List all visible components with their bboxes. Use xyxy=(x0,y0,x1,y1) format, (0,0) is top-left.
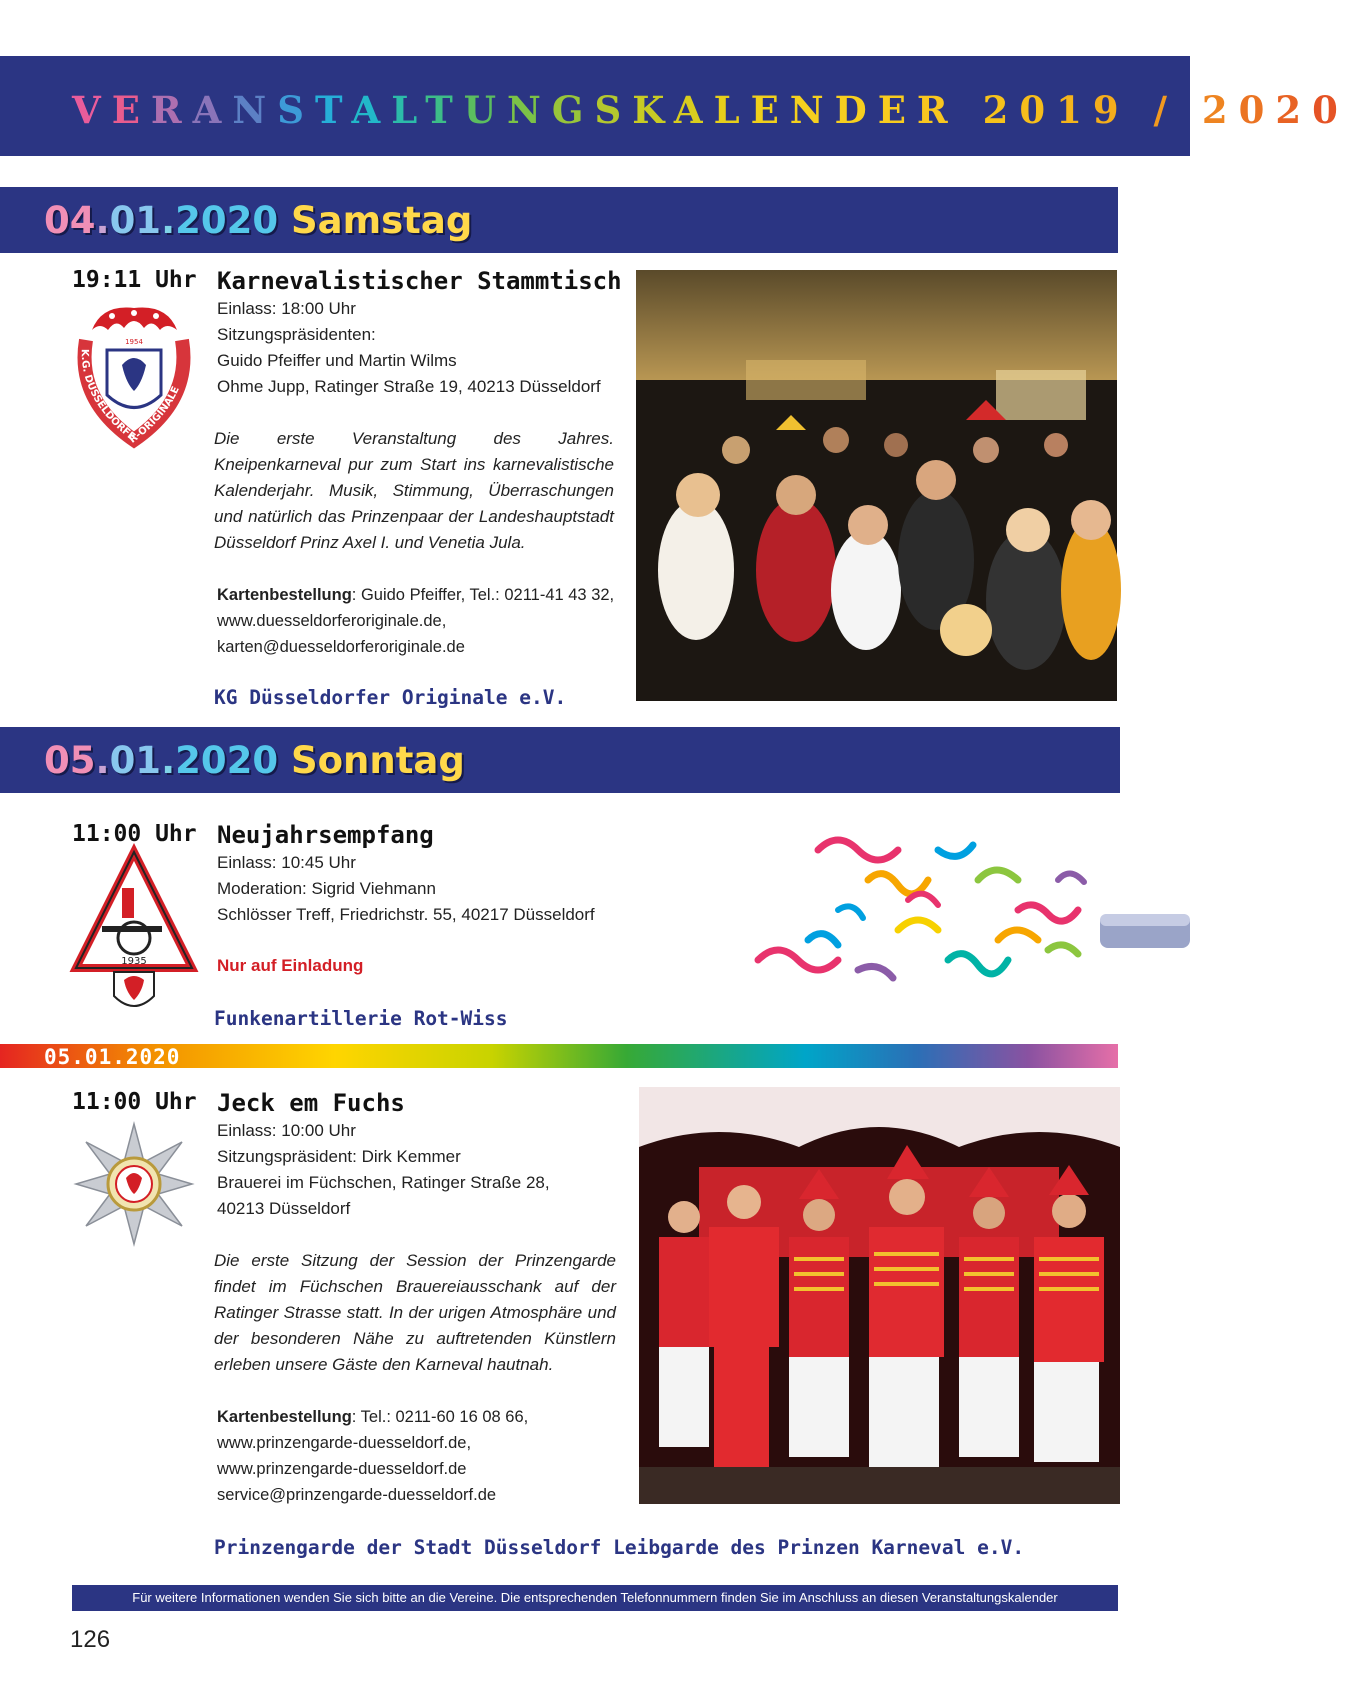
date-part: Samstag xyxy=(278,199,473,242)
title-letter xyxy=(1130,88,1154,132)
title-letter: T xyxy=(314,88,352,132)
page-number: 126 xyxy=(70,1626,111,1653)
event2-info-line: Schlösser Treff, Friedrichstr. 55, 40217 Düsseldorf xyxy=(217,905,595,924)
event3-order-email[interactable]: service@prinzengarde-duesseldorf.de xyxy=(217,1486,497,1504)
date-part: 01 xyxy=(109,739,162,782)
title-letter: S xyxy=(277,88,315,132)
title-letter: A xyxy=(192,88,233,132)
event3-time: 11:00 Uhr xyxy=(72,1089,197,1115)
date-part: Sonntag xyxy=(278,739,465,782)
title-letter: A xyxy=(351,88,392,132)
event3-description: Die erste Sitzung der Session der Prinzengarde findet im Füchschen Brauereiausschank auf der Ratinger Strasse statt. In der urigen Atmosphäre und der besonderen Nähe zu auftretenden Künstlern erleben unsere Gäste den Karneval hautnah. xyxy=(214,1251,616,1374)
event1-order-email[interactable]: karten@duesseldorferoriginale.de xyxy=(217,638,465,656)
event1-order-label: Kartenbestellung xyxy=(217,586,352,604)
title-letter: 2 xyxy=(1275,88,1313,132)
title-letter: E xyxy=(877,88,917,132)
title-letter: V xyxy=(72,88,112,132)
date-part: 2020 xyxy=(175,739,279,782)
event3-organizer: Prinzengarde der Stadt Düsseldorf Leibgarde des Prinzen Karneval e.V. xyxy=(214,1536,1025,1559)
event3-info-line: Einlass: 10:00 Uhr xyxy=(217,1121,356,1140)
title-letter: S xyxy=(594,88,633,132)
title-letter: G xyxy=(551,88,595,132)
event3-info xyxy=(217,1118,550,1222)
date-part: 04 xyxy=(44,199,96,242)
svg-text:1954: 1954 xyxy=(125,338,143,346)
event2-organizer: Funkenartillerie Rot-Wiss xyxy=(214,1007,508,1030)
event2-time: 11:00 Uhr xyxy=(72,821,197,847)
svg-text:1935: 1935 xyxy=(121,956,147,967)
event2-info-line: Moderation: Sigrid Viehmann xyxy=(217,879,436,898)
title-letter: A xyxy=(673,88,714,132)
event1-description: Die erste Veranstaltung des Jahres. Kneipenkarneval pur zum Start ins karnevalistische Kalenderjahr. Musik, Stimmung, Überraschungen und natürlich das Prinzenpaar der Landeshauptstadt Düsseldorf Prinz Axel I. und Venetia Jula. xyxy=(214,429,614,552)
title-letter: / xyxy=(1153,88,1178,132)
title-letter: 1 xyxy=(1056,88,1093,132)
confetti-illustration xyxy=(748,820,1190,1000)
event3-order xyxy=(217,1404,528,1508)
title-letter: L xyxy=(713,88,751,132)
title-letter: N xyxy=(789,88,835,132)
title-letter: 0 xyxy=(1312,88,1349,132)
day-date-2 xyxy=(44,739,465,782)
kg-originale-logo xyxy=(72,300,197,460)
prinzengarde-star-logo xyxy=(74,1122,194,1247)
event1-info-line: Guido Pfeiffer und Martin Wilms xyxy=(217,351,457,370)
page-title xyxy=(72,88,1349,132)
title-letter: E xyxy=(750,88,790,132)
title-letter: N xyxy=(507,88,552,132)
title-letter: L xyxy=(391,88,426,132)
event2-info xyxy=(217,850,595,928)
event1-info xyxy=(217,296,601,400)
event1-info-line: Ohme Jupp, Ratinger Straße 19, 40213 Düsseldorf xyxy=(217,377,601,396)
event3-order-web[interactable]: www.prinzengarde-duesseldorf.de, xyxy=(217,1434,472,1452)
event3-order-label: Kartenbestellung xyxy=(217,1408,352,1426)
title-letter: 2 xyxy=(982,88,1020,132)
title-letter: K xyxy=(632,88,674,132)
event3-info-line: Sitzungspräsident: Dirk Kemmer xyxy=(217,1147,461,1166)
title-letter: R xyxy=(916,88,959,132)
event2-invitation-note: Nur auf Einladung xyxy=(217,956,364,975)
event1-title: Karnevalistischer Stammtisch xyxy=(217,267,622,295)
day-date-1 xyxy=(44,199,472,242)
event1-info-line: Einlass: 18:00 Uhr xyxy=(217,299,356,318)
date-part: . xyxy=(95,739,110,782)
funkenartillerie-logo xyxy=(72,848,197,1013)
title-letter: 0 xyxy=(1019,88,1057,132)
event3-order-web-2[interactable]: www.prinzengarde-duesseldorf.de xyxy=(217,1460,467,1478)
title-letter xyxy=(1178,88,1202,132)
date-part: 01 xyxy=(109,199,162,242)
svg-text:K.G. DÜSSELDORFER-ORIGINALE: K.G. DÜSSELDORFER-ORIGINALE xyxy=(78,348,182,446)
event3-title: Jeck em Fuchs xyxy=(217,1089,405,1117)
event2-info-line: Einlass: 10:45 Uhr xyxy=(217,853,356,872)
event1-time: 19:11 Uhr xyxy=(72,267,197,293)
date-part: . xyxy=(95,199,110,242)
title-letter: R xyxy=(150,88,193,132)
date-part: 05 xyxy=(44,739,96,782)
event1-order xyxy=(217,582,614,660)
event1-organizer: KG Düsseldorfer Originale e.V. xyxy=(214,686,567,709)
day-bar-1 xyxy=(0,187,1118,253)
event2-title: Neujahrsempfang xyxy=(217,821,434,849)
title-letter: E xyxy=(111,88,151,132)
title-letter: N xyxy=(232,88,278,132)
date-part: 2020 xyxy=(175,199,279,242)
event1-photo xyxy=(636,270,1117,701)
date-part: . xyxy=(161,739,176,782)
footer-note: Für weitere Informationen wenden Sie sich bitte an die Vereine. Die entsprechenden Telefonnummern finden Sie im Anschluss an diesen Veranstaltungskalender xyxy=(72,1585,1118,1611)
title-letter: D xyxy=(834,88,878,132)
title-letter: U xyxy=(463,88,508,132)
day-bar-2 xyxy=(0,727,1120,793)
event3-info-line: 40213 Düsseldorf xyxy=(217,1199,351,1218)
event3-order-phone: : Tel.: 0211-60 16 08 66, xyxy=(351,1408,529,1426)
title-letter xyxy=(959,88,983,132)
event3-photo xyxy=(639,1087,1120,1504)
event3-info-line: Brauerei im Füchschen, Ratinger Straße 28, xyxy=(217,1173,550,1192)
title-letter: 2 xyxy=(1201,88,1239,132)
title-letter: 9 xyxy=(1092,88,1130,132)
event1-info-line: Sitzungspräsidenten: xyxy=(217,325,376,344)
event1-order-phone: : Guido Pfeiffer, Tel.: 0211-41 43 32, xyxy=(351,586,615,604)
event3-date: 05.01.2020 xyxy=(44,1045,181,1069)
date-part: . xyxy=(161,199,176,242)
title-letter: 0 xyxy=(1238,88,1276,132)
event1-order-web[interactable]: www.duesseldorferoriginale.de, xyxy=(217,612,447,630)
title-letter: T xyxy=(425,88,464,132)
